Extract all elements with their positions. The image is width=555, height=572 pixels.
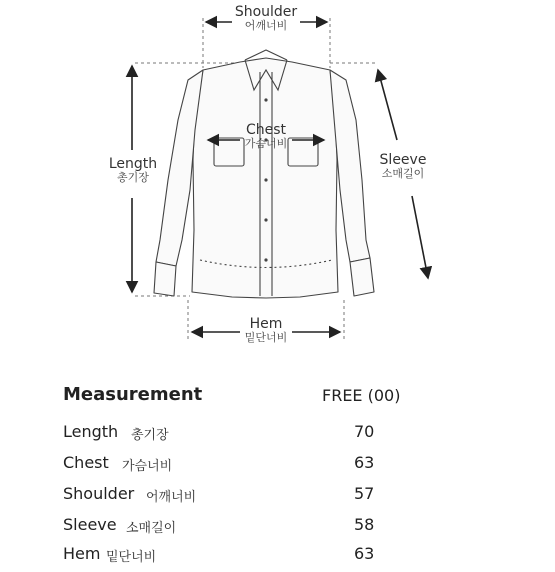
shoulder-label-ko: 어깨너비	[244, 19, 288, 33]
table-row	[0, 515, 555, 543]
sleeve-label-ko: 소매길이	[381, 167, 425, 181]
size-header: FREE (00)	[322, 386, 401, 405]
row-label-ko: 밑단너비	[106, 550, 157, 565]
shirt-shape	[154, 58, 374, 298]
length-label-en: Length	[108, 156, 158, 172]
row-value: 63	[354, 453, 375, 472]
chest-label	[228, 122, 304, 151]
measurement-header: Measurement	[63, 384, 203, 405]
row-label-en: Chest	[63, 453, 109, 472]
table-row	[0, 422, 555, 450]
row-label-ko: 소매길이	[126, 521, 177, 536]
row-value: 57	[354, 484, 375, 503]
hem-label	[236, 316, 296, 345]
shoulder-label	[226, 4, 306, 33]
table-row	[0, 484, 555, 512]
length-label	[100, 156, 166, 185]
row-label-en: Length	[63, 422, 119, 441]
row-label-en: Sleeve	[63, 515, 117, 534]
hem-label-ko: 밑단너비	[244, 331, 288, 345]
row-label-ko: 총기장	[131, 428, 169, 443]
row-label-en: Hem	[63, 544, 101, 563]
shoulder-label-en: Shoulder	[234, 4, 298, 20]
row-label-en: Shoulder	[63, 484, 135, 503]
chest-label-en: Chest	[245, 122, 287, 138]
table-row	[0, 544, 555, 572]
row-label-ko: 어깨너비	[146, 490, 197, 505]
sleeve-label-en: Sleeve	[379, 152, 427, 168]
table-row	[0, 453, 555, 481]
sleeve-label	[370, 152, 436, 181]
row-label-ko: 가슴너비	[122, 459, 173, 474]
hem-label-en: Hem	[249, 316, 283, 332]
row-value: 63	[354, 544, 375, 563]
row-value: 58	[354, 515, 375, 534]
chest-label-ko: 가슴너비	[244, 137, 288, 151]
row-value: 70	[354, 422, 375, 441]
length-label-ko: 총기장	[117, 171, 149, 185]
